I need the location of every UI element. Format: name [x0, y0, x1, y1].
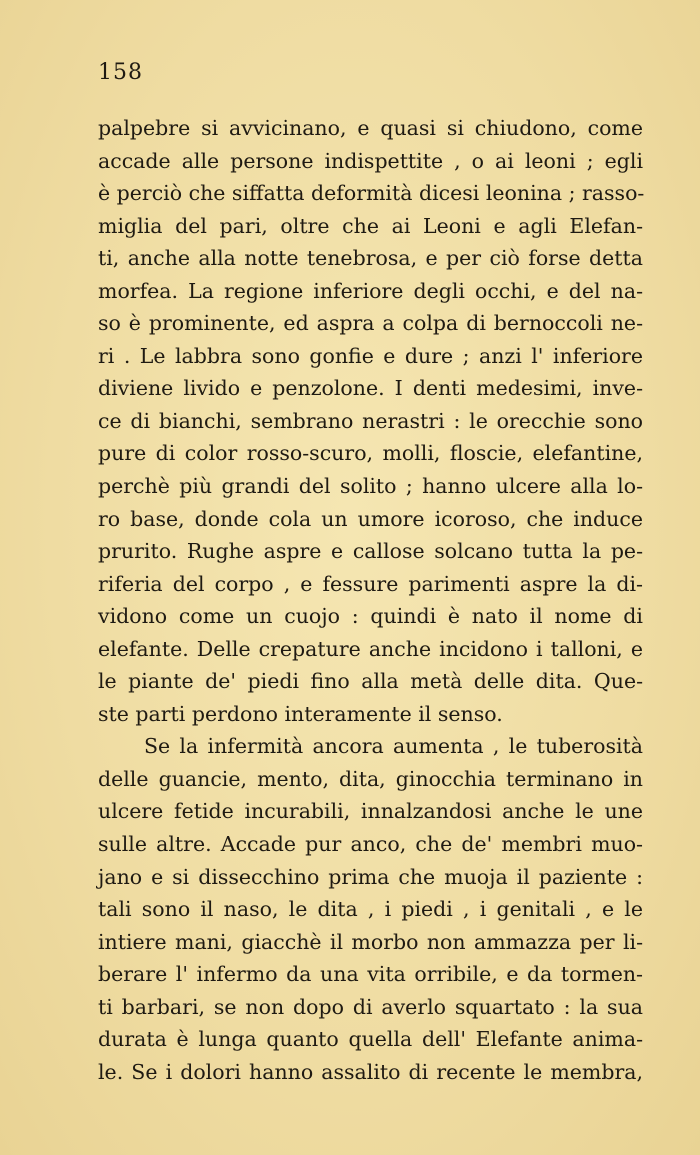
- text-line: ste parti perdono interamente il senso.: [98, 701, 503, 726]
- text-line: pure di color rosso-scuro, molli, floscie, elefantine,: [98, 441, 643, 466]
- text-line: berare l' infermo da una vita orribile, e da tormen-: [98, 962, 643, 987]
- text-line: jano e si dissecchino prima che muoja il paziente :: [98, 864, 643, 889]
- text-line: so è prominente, ed aspra a colpa di bernoccoli ne-: [98, 311, 643, 336]
- text-line: sulle altre. Accade pur anco, che de' membri muo-: [98, 832, 643, 857]
- text-line: ti, anche alla notte tenebrosa, e per ciò forse detta: [98, 246, 643, 271]
- text-line: diviene livido e penzolone. I denti medesimi, inve-: [98, 376, 643, 401]
- text-line: riferia del corpo , e fessure parimenti aspre la di-: [98, 571, 643, 596]
- text-line: ro base, donde cola un umore icoroso, che induce: [98, 506, 643, 531]
- text-line: ti barbari, se non dopo di averlo squartato : la sua: [98, 994, 643, 1019]
- text-line: accade alle persone indispettite , o ai leoni ; egli: [98, 148, 643, 173]
- text-line: ri . Le labbra sono gonfie e dure ; anzi l' inferiore: [98, 343, 643, 368]
- text-line: palpebre si avvicinano, e quasi si chiudono, come: [98, 116, 643, 140]
- text-line: ce di bianchi, sembrano nerastri : le orecchie sono: [98, 408, 643, 433]
- text-line: elefante. Delle crepature anche incidono i talloni, e: [98, 636, 643, 661]
- body-text: [98, 112, 643, 1088]
- text-line: intiere mani, giacchè il morbo non ammazza per li-: [98, 929, 643, 954]
- text-line: prurito. Rughe aspre e callose solcano tutta la pe-: [98, 539, 643, 564]
- text-line: è perciò che siffatta deformità dicesi leonina ; rasso-: [98, 181, 645, 206]
- text-line: vidono come un cuojo : quindi è nato il nome di: [98, 604, 643, 629]
- text-line: le piante de' piedi fino alla metà delle dita. Que-: [98, 669, 643, 694]
- paragraph-2: [98, 730, 643, 1088]
- paragraph-1: [98, 112, 643, 730]
- text-line: Se la infermità ancora aumenta , le tuberosità: [144, 734, 643, 759]
- text-line: miglia del pari, oltre che ai Leoni e agli Elefan-: [98, 213, 643, 238]
- text-line: morfea. La regione inferiore degli occhi, e del na-: [98, 278, 643, 303]
- text-line: ulcere fetide incurabili, innalzandosi anche le une: [98, 799, 643, 824]
- page-number: 158: [98, 60, 143, 85]
- text-line: delle guancie, mento, dita, ginocchia terminano in: [98, 766, 643, 791]
- text-line: tali sono il naso, le dita , i piedi , i genitali , e le: [98, 897, 643, 922]
- text-line: perchè più grandi del solito ; hanno ulcere alla lo-: [98, 474, 643, 499]
- text-line: durata è lunga quanto quella dell' Elefante anima-: [98, 1027, 643, 1052]
- text-line: le. Se i dolori hanno assalito di recente le membra,: [98, 1059, 643, 1084]
